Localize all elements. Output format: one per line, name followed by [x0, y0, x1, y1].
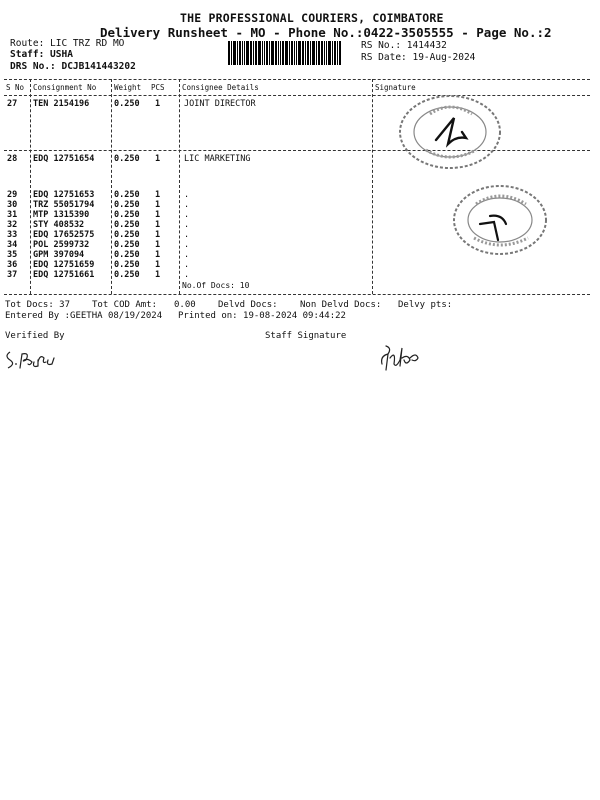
row-pcs: 1 [155, 154, 161, 164]
row-details: . [184, 260, 190, 270]
non-delivered-docs: Non Delvd Docs: [300, 300, 382, 310]
staff-label: Staff: USHA [10, 49, 73, 60]
column-header-pcs: PCS [151, 83, 165, 92]
company-seal-stamp [396, 92, 504, 172]
column-header-sno: S No [6, 83, 25, 92]
row-pcs: 1 [155, 250, 161, 260]
row-details: . [184, 230, 190, 240]
row-weight: 0.250 [114, 230, 140, 240]
row-weight: 0.250 [114, 260, 140, 270]
row-weight: 0.250 [114, 220, 140, 230]
row-weight: 0.250 [114, 250, 140, 260]
row-pcs: 1 [155, 210, 161, 220]
rs-number: RS No.: 1414432 [361, 40, 447, 51]
row-consignment: STY 408532 [33, 220, 85, 230]
row-weight: 0.250 [114, 210, 140, 220]
row-consignment: EDQ 12751653 [33, 190, 95, 200]
column-header-weight: Weight [114, 83, 142, 92]
row-weight: 0.250 [114, 270, 140, 280]
row-sno: 32 [7, 220, 18, 230]
printed-on: Printed on: 19-08-2024 09:44:22 [178, 311, 346, 321]
row-pcs: 1 [155, 200, 161, 210]
row-consignment: EDQ 17652575 [33, 230, 95, 240]
row-pcs: 1 [155, 220, 161, 230]
row-details: . [184, 220, 190, 230]
row-weight: 0.250 [114, 190, 140, 200]
row-details: JOINT DIRECTOR [184, 99, 256, 109]
row-details: . [184, 270, 190, 280]
row-consignment: EDQ 12751654 [33, 154, 95, 164]
row-sno: 36 [7, 260, 18, 270]
table-bottom-rule [4, 294, 590, 295]
route-label: Route: LIC TRZ RD MO [10, 38, 125, 49]
barcode [228, 41, 356, 65]
row-pcs: 1 [155, 240, 161, 250]
drs-number: DRS No.: DCJB141443202 [10, 61, 136, 72]
delivered-docs: Delvd Docs: [218, 300, 278, 310]
column-header-signature: Signature [375, 83, 416, 92]
delivery-points: Delvy pts: [398, 300, 453, 310]
row-sno: 29 [7, 190, 18, 200]
row-consignment: EDQ 12751661 [33, 270, 95, 280]
row-consignment: MTP 1315390 [33, 210, 90, 220]
total-docs: Tot Docs: 37 [5, 300, 71, 310]
row-weight: 0.250 [114, 154, 140, 164]
no-of-docs: No.Of Docs: 10 [182, 281, 250, 290]
row-pcs: 1 [155, 270, 161, 280]
runsheet-subtitle: Delivery Runsheet - MO - Phone No.:0422-3505555 - Page No.:2 [100, 25, 552, 40]
row-details: . [184, 210, 190, 220]
row-weight: 0.250 [114, 200, 140, 210]
row-consignment: EDQ 12751659 [33, 260, 95, 270]
row-details: . [184, 250, 190, 260]
column-header-consignment: Consignment No [33, 83, 97, 92]
rs-date: RS Date: 19-Aug-2024 [361, 52, 476, 63]
column-divider [179, 79, 180, 294]
entered-by: Entered By :GEETHA 08/19/2024 [5, 311, 163, 321]
row-details: LIC MARKETING [184, 154, 251, 164]
row-sno: 31 [7, 210, 18, 220]
column-divider [372, 79, 373, 294]
row-pcs: 1 [155, 99, 161, 109]
office-seal-stamp [450, 180, 550, 260]
company-title: THE PROFESSIONAL COURIERS, COIMBATORE [180, 11, 444, 25]
staff-signature [376, 338, 422, 374]
table-header-rule [4, 95, 590, 96]
row-sno: 35 [7, 250, 18, 260]
total-cod-label: Tot COD Amt: [92, 300, 158, 310]
row-consignment: GPM 397094 [33, 250, 85, 260]
row-sno: 27 [7, 99, 18, 109]
row-pcs: 1 [155, 260, 161, 270]
verified-by-label: Verified By [5, 331, 65, 341]
row-sno: 28 [7, 154, 18, 164]
row-consignment: POL 2599732 [33, 240, 90, 250]
table-top-rule [4, 79, 590, 80]
row-details: . [184, 190, 190, 200]
row-consignment: TRZ 55051794 [33, 200, 95, 210]
row-details: . [184, 200, 190, 210]
row-pcs: 1 [155, 190, 161, 200]
column-divider [30, 79, 31, 294]
column-divider [111, 79, 112, 294]
row-sno: 34 [7, 240, 18, 250]
row-sno: 30 [7, 200, 18, 210]
row-separator [4, 150, 590, 151]
row-weight: 0.250 [114, 99, 140, 109]
column-header-consignee: Consignee Details [182, 83, 259, 92]
total-cod-value: 0.00 [174, 300, 196, 310]
row-weight: 0.250 [114, 240, 140, 250]
row-details: . [184, 240, 190, 250]
verifier-signature [2, 346, 62, 372]
row-consignment: TEN 2154196 [33, 99, 90, 109]
row-sno: 37 [7, 270, 18, 280]
row-pcs: 1 [155, 230, 161, 240]
row-sno: 33 [7, 230, 18, 240]
staff-signature-label: Staff Signature [265, 331, 347, 341]
